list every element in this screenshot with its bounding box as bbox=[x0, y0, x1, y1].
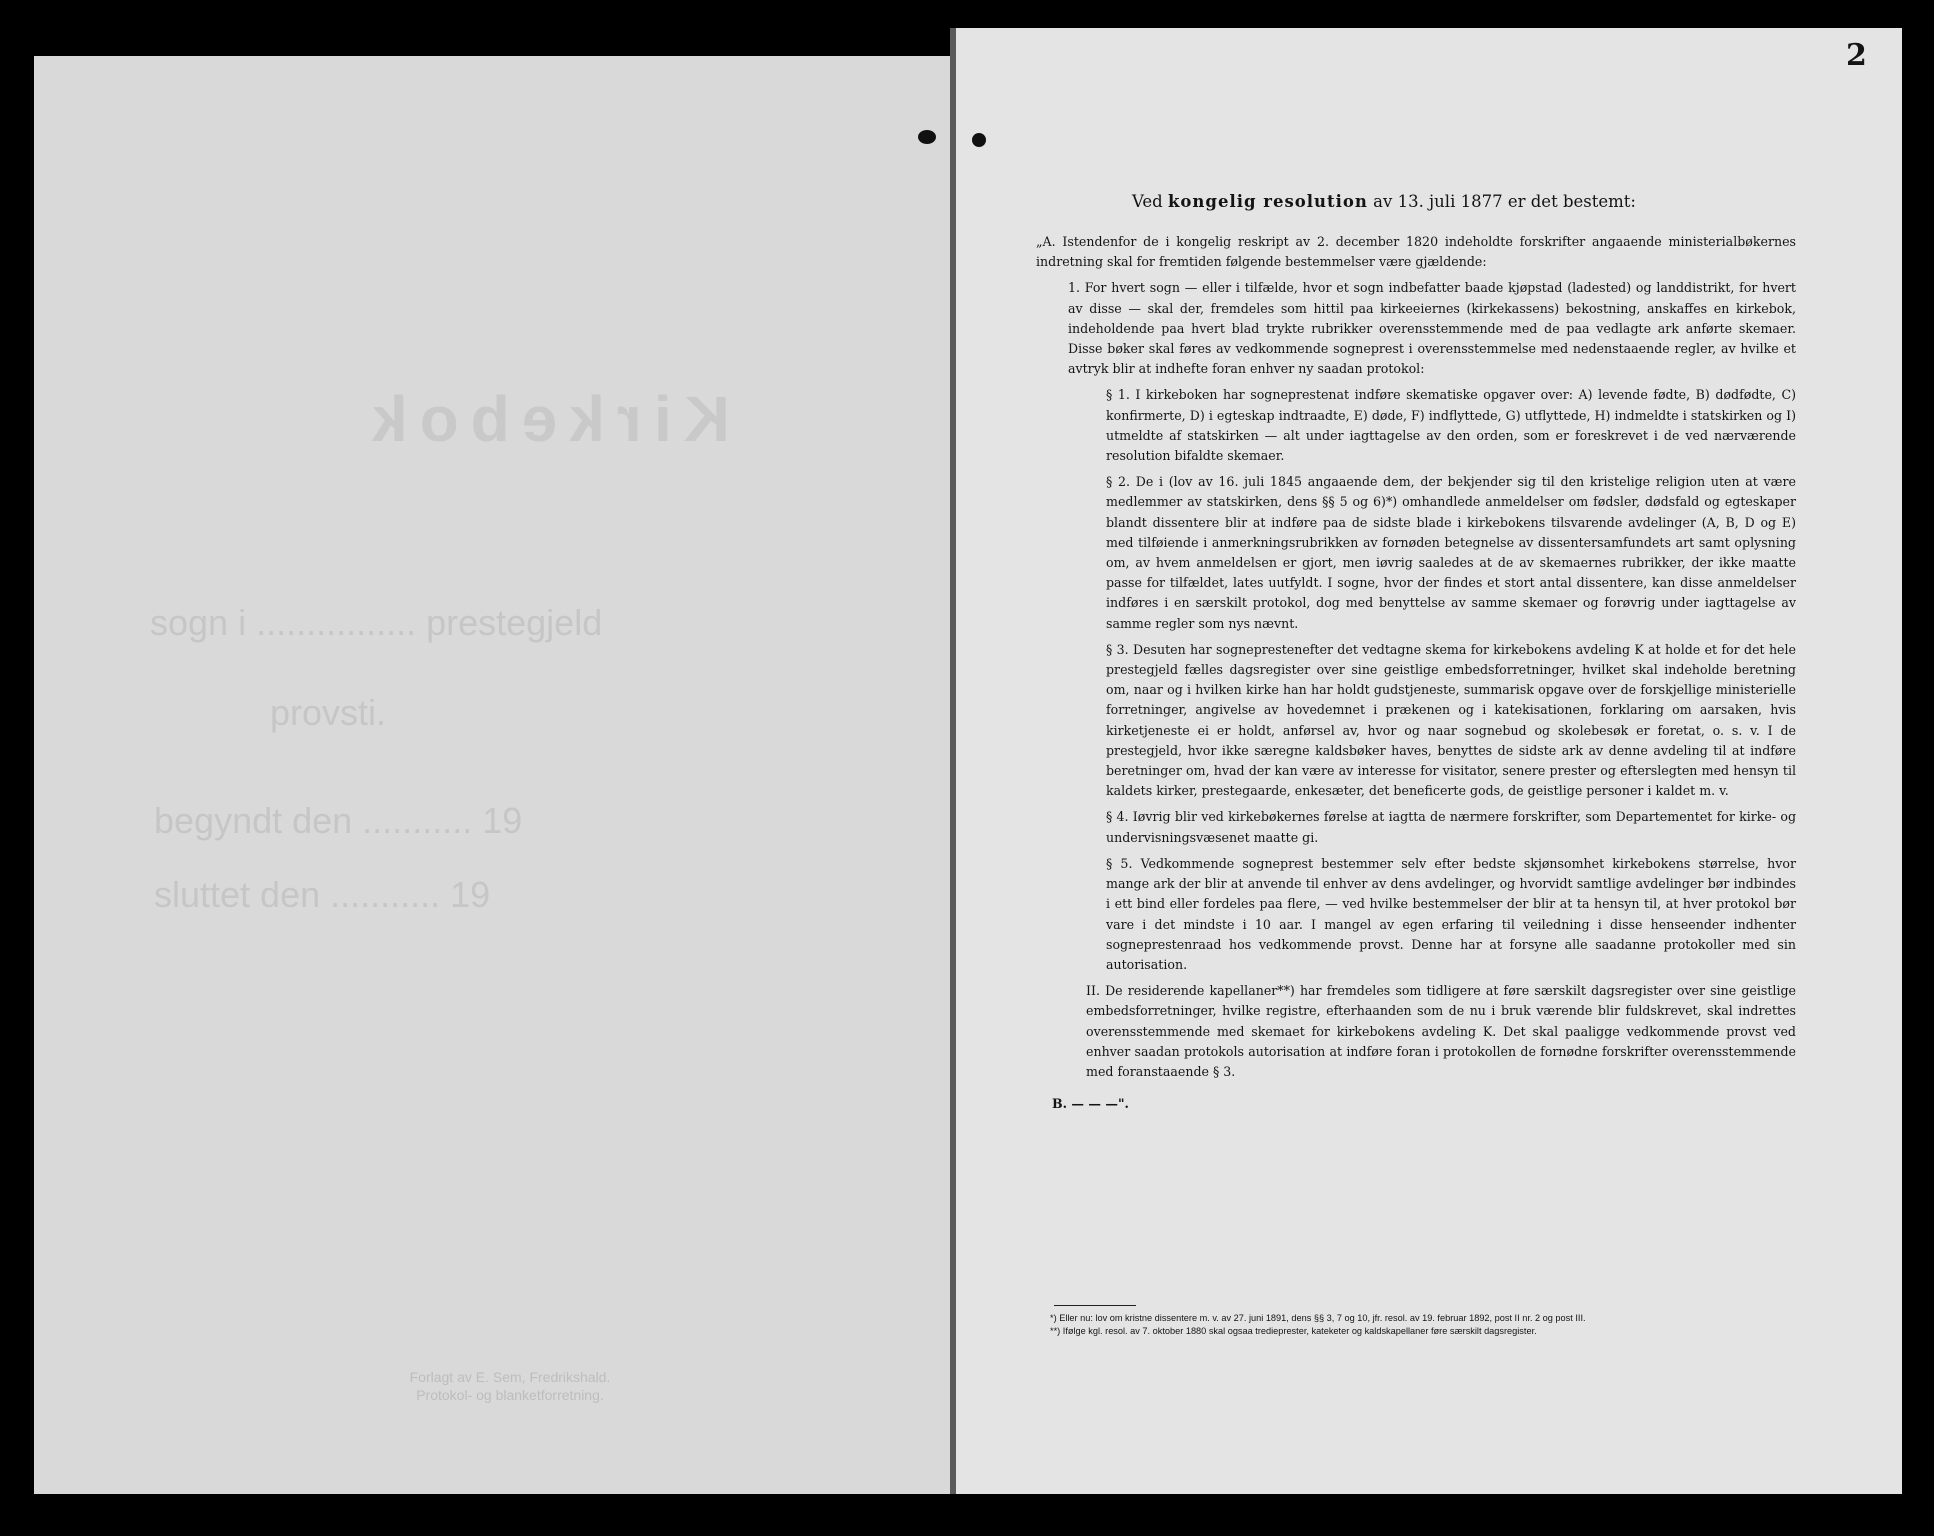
footnotes bbox=[1050, 1312, 1730, 1338]
ghost-parish-line: sogn i ................ prestegjeld bbox=[150, 602, 603, 643]
resolution-body bbox=[1036, 232, 1796, 1114]
heading-bold: kongelig resolution bbox=[1167, 192, 1368, 211]
section-5: § 5. Vedkommende sogneprest bestemmer selv efter bedste skjønsomhet kirkebokens størrelse, hvor mange ark der blir at anvende til enhver av dens avdelinger, og hvorvidt samtlige avdelinger bør indbindes i ett bind eller fordeles paa flere, — ved hvilke bestemmelser der blir at ta hensyn til, at hver protokol bør vare i det mindste i 10 aar. I mangel av egen erfaring til veiledning i disse henseender indhenter sogneprestenraad hos vedkommende provst. Denne har at forsyne alle saadanne protokoller med sin autorisation. bbox=[1106, 855, 1796, 972]
paragraph-1: 1. For hvert sogn — eller i tilfælde, hvor et sogn indbefatter baade kjøpstad (ladested) og landdistrikt, for hvert av disse — skal der, fremdeles som hittil paa kirkeeiernes (kirkekassens) bekostning, anskaffes en kirkebok, indeholdende paa hvert blad trykte rubrikker overensstemmende med de paa vedlagte ark anførte skemaer. Disse bøker skal føres av vedkommende sogneprest i overensstemmelse med nedenstaaende regler, av hvilke et avtryk blir at indhefte foran enhver ny saadan protokol: bbox=[1068, 280, 1796, 377]
page-number: 2 bbox=[1846, 38, 1867, 73]
footnote-rule bbox=[1054, 1305, 1136, 1306]
ink-blot bbox=[918, 130, 936, 144]
paragraph-2: II. De residerende kapellaner**) har fremdeles som tidligere at føre særskilt dagsregister over sine geistlige embedsforretninger, hvilke registre, efterhaanden som de nu i bruk værende blir fuldskrevet, skal indrettes overensstemmende med skemaet for kirkebokens avdeling K. Det skal paaligge vedkommende provst ved enhver saadan protokols autorisation at indføre foran i protokollen de fornødne forskrifter overensstemmende med foranstaaende § 3. bbox=[1086, 983, 1796, 1079]
footnote-1: *) Eller nu: lov om kristne dissentere m. v. av 27. juni 1891, dens §§ 3, 7 og 10, jfr. resol. av 19. februar 1892, post II nr. 2 og post III. bbox=[1050, 1313, 1586, 1323]
section-4: § 4. Iøvrig blir ved kirkebøkernes førelse at iagtta de nærmere forskrifter, som Departementet for kirke- og undervisningsvæsenet maatte gi. bbox=[1106, 809, 1796, 845]
section-1: § 1. I kirkeboken har sogneprestenat indføre skematiske opgaver over: A) levende fødte, B) dødfødte, C) konfirmerte, D) i egteskap indtraadte, E) døde, F) indflyttede, G) utflyttede, H) indmeldte i statskirken og I) utmeldte af statskirken — alt under iagttagelse av den orden, som er foreskrevet i de ved nærværende resolution bifaldte skemaer. bbox=[1106, 387, 1796, 464]
ghost-deanery-line: provsti. bbox=[270, 692, 387, 733]
left-page bbox=[34, 56, 952, 1494]
heading-pre: Ved bbox=[1132, 192, 1163, 211]
section-3: § 3. Desuten har sogneprestenefter det vedtagne skema for kirkebokens avdeling K at holde et for det hele prestegjeld fælles dagsregister over sine geistlige embedsforretninger, hvilket skal indeholde beretning om, naar og i hvilken kirke han har holdt gudstjeneste, summarisk opgave over de forskjellige ministerielle forretninger, angivelse av hovedemnet i prækenen og i katekisationen, forklaring om aarsaken, hvis kirketjeneste ei er holdt, anførsel av, hvor og naar sognebud og skolebesøk er foretat, o. s. v. I de prestegjeld, hvor ikke særegne kaldsbøker haves, benyttes de sidste ark av denne avdeling til at indføre beretninger om, hvad der kan være av interesse for visitator, senere prester og efterslegten med hensyn til kaldets kirker, prestegaarde, enkesæter, det beneficerte gods, de geistlige personer i kaldet m. v. bbox=[1106, 641, 1796, 799]
page-heading bbox=[1132, 192, 1636, 211]
heading-post: av 13. juli 1877 er det bestemt: bbox=[1373, 192, 1636, 211]
ink-blot bbox=[972, 133, 986, 147]
section-2: § 2. De i (lov av 16. juli 1845 angaaende dem, der bekjender sig til den kristelige religion uten at være medlemmer av statskirken, dens §§ 5 og 6)*) omhandlede anmeldelser om fødsler, dødsfald og egteskaper blandt dissentere blir at indføre paa de sidste blade i kirkebokens tilsvarende avdelinger (A, B, D og E) med tilføiende i anmerkningsrubrikken av fornøden betegnelse av dissentersamfundets art samt oplysning om, av hvem anmeldelsen er gjort, men iøvrig saaledes at de av skemaernes rubrikker, der ikke maatte passe for tilfældet, lates uutfyldt. I sogne, hvor der findes et stort antal dissentere, kan disse anmeldelser indføres i en særskilt protokol, dog med benyttelse av samme skemaer og forøvrig under iagttagelse av samme regler som nys nævnt. bbox=[1106, 474, 1796, 631]
ghost-imprint: Forlagt av E. Sem, Fredrikshald. Protokol- og blanketforretning. bbox=[409, 1369, 611, 1403]
ghost-ended-line: sluttet den ........... 19 bbox=[154, 874, 491, 915]
footnote-2: **) Ifølge kgl. resol. av 7. oktober 1880 skal ogsaa tredieprester, kateketer og kaldskapellaner føre særskilt dagsregister. bbox=[1050, 1326, 1537, 1336]
paragraph-a: „A. Istendenfor de i kongelig reskript av 2. december 1820 indeholdte forskrifter angaaende ministerialbøkernes indretning skal for fremtiden følgende bestemmelser være gjældende: bbox=[1036, 234, 1796, 270]
paragraph-b: B. — — —". bbox=[1052, 1096, 1129, 1112]
ghost-begun-line: begyndt den ........... 19 bbox=[154, 800, 523, 841]
ghost-title: Kirkebok bbox=[360, 383, 730, 455]
